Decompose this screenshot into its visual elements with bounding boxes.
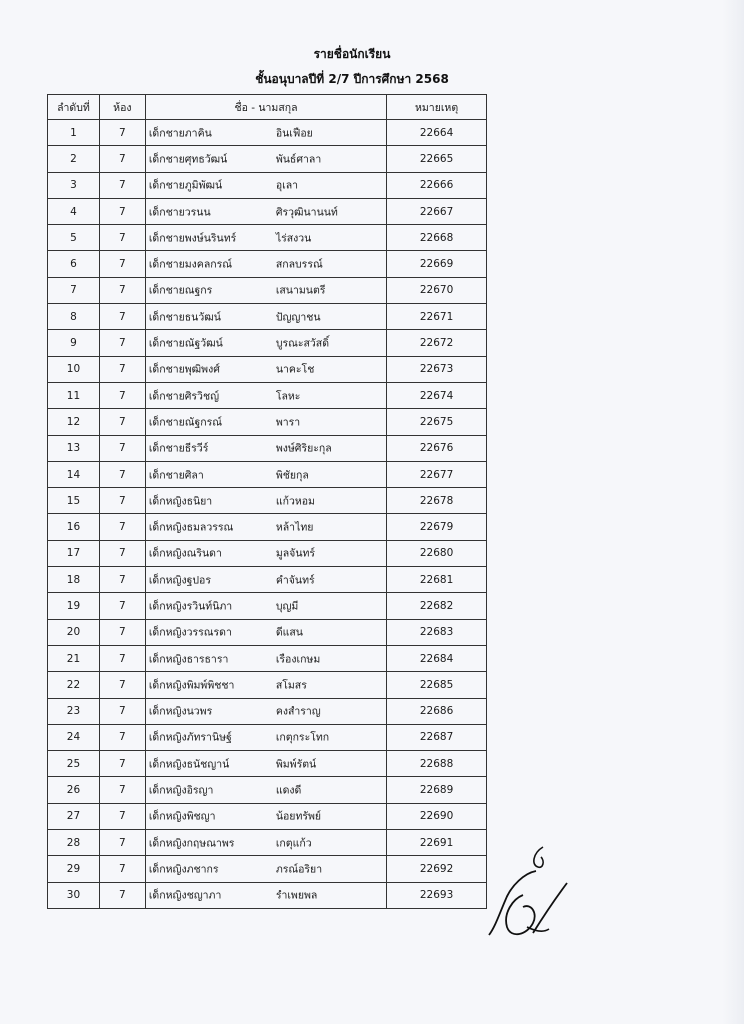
row-no: 5	[48, 225, 100, 251]
row-no: 12	[48, 409, 100, 435]
row-remark: 22664	[387, 120, 487, 146]
row-no: 23	[48, 698, 100, 724]
row-name	[145, 672, 386, 698]
table-row	[48, 830, 487, 856]
last-name: บูรณะสวัสดิ์	[275, 337, 330, 350]
row-no: 16	[48, 514, 100, 540]
row-no: 14	[48, 461, 100, 487]
row-remark: 22665	[387, 146, 487, 172]
first-name: เด็กหญิงธารธารา	[148, 653, 229, 666]
table-row	[48, 751, 487, 777]
table-row	[48, 593, 487, 619]
first-name: เด็กหญิงอิรญา	[148, 784, 214, 797]
row-name	[145, 882, 386, 908]
row-remark: 22667	[387, 198, 487, 224]
last-name: สโมสร	[275, 679, 307, 692]
table-row	[48, 382, 487, 408]
table-row	[48, 672, 487, 698]
table-row	[48, 645, 487, 671]
row-name	[145, 435, 386, 461]
row-room: 7	[99, 198, 145, 224]
row-name	[145, 751, 386, 777]
first-name: เด็กหญิงกฤษณาพร	[148, 837, 235, 850]
row-room: 7	[99, 593, 145, 619]
row-room: 7	[99, 724, 145, 750]
last-name: สกลบรรณ์	[275, 258, 323, 271]
row-remark: 22680	[387, 540, 487, 566]
row-name	[145, 330, 386, 356]
row-no: 28	[48, 830, 100, 856]
first-name: เด็กหญิงภัทรานิษฐ์	[148, 731, 232, 744]
table-row	[48, 304, 487, 330]
row-name	[145, 172, 386, 198]
table-row	[48, 803, 487, 829]
row-room: 7	[99, 514, 145, 540]
table-row	[48, 225, 487, 251]
header-room: ห้อง	[99, 95, 145, 120]
last-name: พารา	[275, 416, 301, 429]
first-name: เด็กหญิงรวินท์นิภา	[148, 600, 233, 613]
row-remark: 22689	[387, 777, 487, 803]
first-name: เด็กชายศิรวิชญ์	[148, 390, 220, 403]
table-row	[48, 882, 487, 908]
last-name: เรืองเกษม	[275, 653, 321, 666]
row-remark: 22676	[387, 435, 487, 461]
last-name: หล้าไทย	[275, 521, 314, 534]
document-subtitle: ชั้นอนุบาลปีที่ 2/7 ปีการศึกษา 2568	[255, 72, 449, 86]
row-remark: 22679	[387, 514, 487, 540]
row-room: 7	[99, 777, 145, 803]
row-no: 11	[48, 382, 100, 408]
last-name: พงษ์ศิริยะกุล	[275, 442, 332, 455]
first-name: เด็กหญิงวรรณรดา	[148, 626, 232, 639]
first-name: เด็กชายธนวัฒน์	[148, 311, 221, 324]
header-name: ชื่อ - นามสกุล	[145, 95, 386, 120]
table-row	[48, 251, 487, 277]
row-no: 21	[48, 645, 100, 671]
student-table	[47, 94, 487, 909]
table-row	[48, 514, 487, 540]
last-name: ดีแสน	[275, 626, 303, 639]
row-name	[145, 198, 386, 224]
last-name: นาคะโช	[275, 363, 315, 376]
row-remark: 22671	[387, 304, 487, 330]
table-row	[48, 356, 487, 382]
table-row	[48, 567, 487, 593]
table-row	[48, 277, 487, 303]
row-remark: 22688	[387, 751, 487, 777]
row-name	[145, 619, 386, 645]
last-name: รำเพยพล	[275, 889, 318, 902]
row-name	[145, 803, 386, 829]
first-name: เด็กชายพุฒิพงศ์	[148, 363, 220, 376]
first-name: เด็กหญิงพิมพ์พิชชา	[148, 679, 235, 692]
row-name	[145, 645, 386, 671]
row-no: 22	[48, 672, 100, 698]
row-no: 29	[48, 856, 100, 882]
row-room: 7	[99, 461, 145, 487]
row-name	[145, 856, 386, 882]
header-remark: หมายเหตุ	[387, 95, 487, 120]
row-name	[145, 488, 386, 514]
table-row	[48, 172, 487, 198]
row-name	[145, 698, 386, 724]
row-no: 26	[48, 777, 100, 803]
first-name: เด็กชายวรนน	[148, 206, 211, 219]
first-name: เด็กชายธีรวีร์	[148, 442, 209, 455]
table-row	[48, 461, 487, 487]
first-name: เด็กหญิงธมลวรรณ	[148, 521, 234, 534]
row-name	[145, 304, 386, 330]
first-name: เด็กหญิงนวพร	[148, 705, 213, 718]
row-room: 7	[99, 751, 145, 777]
last-name: พันธ์ศาลา	[275, 153, 322, 166]
row-room: 7	[99, 330, 145, 356]
row-no: 10	[48, 356, 100, 382]
row-no: 3	[48, 172, 100, 198]
row-room: 7	[99, 619, 145, 645]
row-room: 7	[99, 225, 145, 251]
row-room: 7	[99, 277, 145, 303]
first-name: เด็กหญิงภชากร	[148, 863, 219, 876]
table-row	[48, 435, 487, 461]
row-remark: 22668	[387, 225, 487, 251]
row-room: 7	[99, 698, 145, 724]
table-header-row	[48, 95, 487, 120]
row-room: 7	[99, 882, 145, 908]
last-name: พิมพ์รัตน์	[275, 758, 317, 771]
first-name: เด็กหญิงฐปอร	[148, 574, 211, 587]
row-remark: 22666	[387, 172, 487, 198]
table-row	[48, 856, 487, 882]
row-room: 7	[99, 856, 145, 882]
last-name: อุเลา	[275, 179, 299, 192]
last-name: ไร่สงวน	[275, 232, 312, 245]
first-name: เด็กชายภูมิพัฒน์	[148, 179, 223, 192]
first-name: เด็กชายณัฐวัฒน์	[148, 337, 223, 350]
first-name: เด็กชายมงคลกรณ์	[148, 258, 232, 271]
row-name	[145, 567, 386, 593]
row-name	[145, 777, 386, 803]
last-name: เสนามนตรี	[275, 284, 326, 297]
last-name: พิชัยกุล	[275, 469, 309, 481]
row-remark: 22682	[387, 593, 487, 619]
first-name: เด็กหญิงชญาภา	[148, 889, 222, 902]
row-no: 1	[48, 120, 100, 146]
last-name: คงสำราญ	[275, 705, 321, 718]
row-remark: 22674	[387, 382, 487, 408]
row-name	[145, 830, 386, 856]
row-no: 15	[48, 488, 100, 514]
row-remark: 22693	[387, 882, 487, 908]
table-row	[48, 409, 487, 435]
row-no: 8	[48, 304, 100, 330]
last-name: ศิรวุฒินานนท์	[275, 206, 338, 219]
table-row	[48, 330, 487, 356]
row-no: 30	[48, 882, 100, 908]
row-no: 24	[48, 724, 100, 750]
row-no: 7	[48, 277, 100, 303]
scan-edge	[722, 0, 744, 1024]
first-name: เด็กหญิงพิชญา	[148, 810, 216, 823]
row-room: 7	[99, 146, 145, 172]
row-name	[145, 120, 386, 146]
first-name: เด็กชายณัฐกรณ์	[148, 416, 223, 429]
last-name: น้อยทรัพย์	[275, 810, 322, 823]
row-remark: 22685	[387, 672, 487, 698]
row-remark: 22681	[387, 567, 487, 593]
table-row	[48, 698, 487, 724]
table-row	[48, 540, 487, 566]
row-room: 7	[99, 672, 145, 698]
row-room: 7	[99, 567, 145, 593]
table-row	[48, 488, 487, 514]
row-remark: 22678	[387, 488, 487, 514]
first-name: เด็กชายณฐกร	[148, 284, 213, 297]
row-room: 7	[99, 645, 145, 671]
first-name: เด็กหญิงธนิยา	[148, 495, 213, 508]
last-name: แก้วหอม	[275, 495, 315, 508]
row-no: 18	[48, 567, 100, 593]
first-name: เด็กชายศุทธวัฒน์	[148, 153, 228, 166]
header-no: ลำดับที่	[48, 95, 100, 120]
row-room: 7	[99, 120, 145, 146]
table-row	[48, 777, 487, 803]
row-name	[145, 251, 386, 277]
row-remark: 22669	[387, 251, 487, 277]
row-remark: 22691	[387, 830, 487, 856]
last-name: ภรณ์อริยา	[275, 863, 323, 876]
row-remark: 22687	[387, 724, 487, 750]
table-row	[48, 724, 487, 750]
row-no: 19	[48, 593, 100, 619]
row-room: 7	[99, 803, 145, 829]
row-name	[145, 514, 386, 540]
row-room: 7	[99, 356, 145, 382]
last-name: มูลจันทร์	[275, 547, 316, 560]
signature-icon	[483, 843, 573, 943]
row-room: 7	[99, 540, 145, 566]
row-name	[145, 540, 386, 566]
first-name: เด็กชายพงษ์นรินทร์	[148, 232, 237, 245]
row-name	[145, 356, 386, 382]
document-title: รายชื่อนักเรียน	[313, 47, 391, 61]
row-remark: 22683	[387, 619, 487, 645]
first-name: เด็กหญิงณรินดา	[148, 547, 222, 560]
row-no: 6	[48, 251, 100, 277]
row-no: 25	[48, 751, 100, 777]
row-name	[145, 277, 386, 303]
table-row	[48, 146, 487, 172]
last-name: บุญมี	[275, 600, 299, 613]
row-no: 27	[48, 803, 100, 829]
row-remark: 22672	[387, 330, 487, 356]
last-name: อินเฟือย	[275, 127, 313, 140]
row-name	[145, 382, 386, 408]
row-name	[145, 409, 386, 435]
last-name: เกตุกระโทก	[275, 731, 330, 744]
row-room: 7	[99, 435, 145, 461]
first-name: เด็กชายศิลา	[148, 469, 204, 481]
row-room: 7	[99, 409, 145, 435]
row-remark: 22690	[387, 803, 487, 829]
last-name: ปัญญาชน	[275, 311, 321, 324]
last-name: โลหะ	[275, 390, 301, 403]
row-no: 9	[48, 330, 100, 356]
last-name: เกตุแก้ว	[275, 837, 312, 850]
row-name	[145, 461, 386, 487]
row-remark: 22677	[387, 461, 487, 487]
row-no: 13	[48, 435, 100, 461]
row-room: 7	[99, 488, 145, 514]
row-name	[145, 593, 386, 619]
row-room: 7	[99, 830, 145, 856]
table-row	[48, 120, 487, 146]
row-no: 17	[48, 540, 100, 566]
row-name	[145, 724, 386, 750]
row-remark: 22684	[387, 645, 487, 671]
table-row	[48, 198, 487, 224]
row-room: 7	[99, 304, 145, 330]
row-no: 2	[48, 146, 100, 172]
row-remark: 22673	[387, 356, 487, 382]
last-name: แดงดี	[275, 784, 302, 797]
table-row	[48, 619, 487, 645]
row-room: 7	[99, 251, 145, 277]
row-remark: 22692	[387, 856, 487, 882]
row-remark: 22686	[387, 698, 487, 724]
row-no: 20	[48, 619, 100, 645]
row-no: 4	[48, 198, 100, 224]
row-remark: 22675	[387, 409, 487, 435]
row-remark: 22670	[387, 277, 487, 303]
last-name: คำจันทร์	[275, 574, 315, 587]
first-name: เด็กหญิงธนัชญาน์	[148, 758, 230, 771]
row-name	[145, 146, 386, 172]
row-name	[145, 225, 386, 251]
row-room: 7	[99, 172, 145, 198]
first-name: เด็กชายภาคิน	[148, 127, 212, 140]
row-room: 7	[99, 382, 145, 408]
